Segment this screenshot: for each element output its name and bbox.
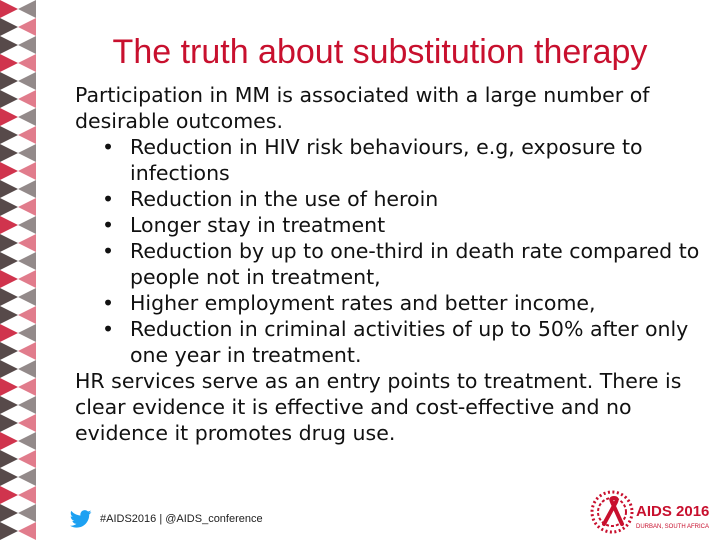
bullet-item: • Higher employment rates and better income, xyxy=(102,291,596,315)
intro-paragraph: Participation in MM is associated with a large number of desirable outcomes. xyxy=(75,83,650,133)
bullet-item: • Reduction by up to one-third in death rate compared to people not in treatment, xyxy=(102,239,700,289)
bullet-marker: • xyxy=(102,317,115,341)
twitter-bird-icon xyxy=(70,510,92,528)
bullet-item: • Reduction in criminal activities of up to 50% after only one year in treatment. xyxy=(102,317,689,367)
outro-paragraph: HR services serve as an entry points to treatment. There is clear evidence it is effective and cost-effective and no evidence it promotes drug use. xyxy=(75,369,682,445)
slide-title: The truth about substitution therapy xyxy=(112,33,648,71)
bullet-item: • Reduction in HIV risk behaviours, e.g, exposure to infections xyxy=(102,135,643,185)
bullet-item: • Reduction in the use of heroin xyxy=(102,187,439,211)
bullet-marker: • xyxy=(102,135,115,159)
footer-hashtags: #AIDS2016 | @AIDS_conference xyxy=(100,513,263,525)
logo-title: AIDS 2016 xyxy=(636,503,710,520)
footer xyxy=(70,508,263,530)
decorative-side-pattern xyxy=(0,0,36,540)
bullet-marker: • xyxy=(102,291,115,315)
bullet-item: • Longer stay in treatment xyxy=(102,213,386,237)
logo-subtitle: DURBAN, SOUTH AFRICA xyxy=(636,524,710,530)
bullet-marker: • xyxy=(102,213,115,237)
aids-2016-logo xyxy=(590,490,710,534)
bullet-marker: • xyxy=(102,239,115,263)
red-ribbon-icon xyxy=(592,492,632,532)
bullet-list xyxy=(75,134,720,368)
bullet-marker: • xyxy=(102,187,115,211)
slide-body xyxy=(75,82,720,446)
